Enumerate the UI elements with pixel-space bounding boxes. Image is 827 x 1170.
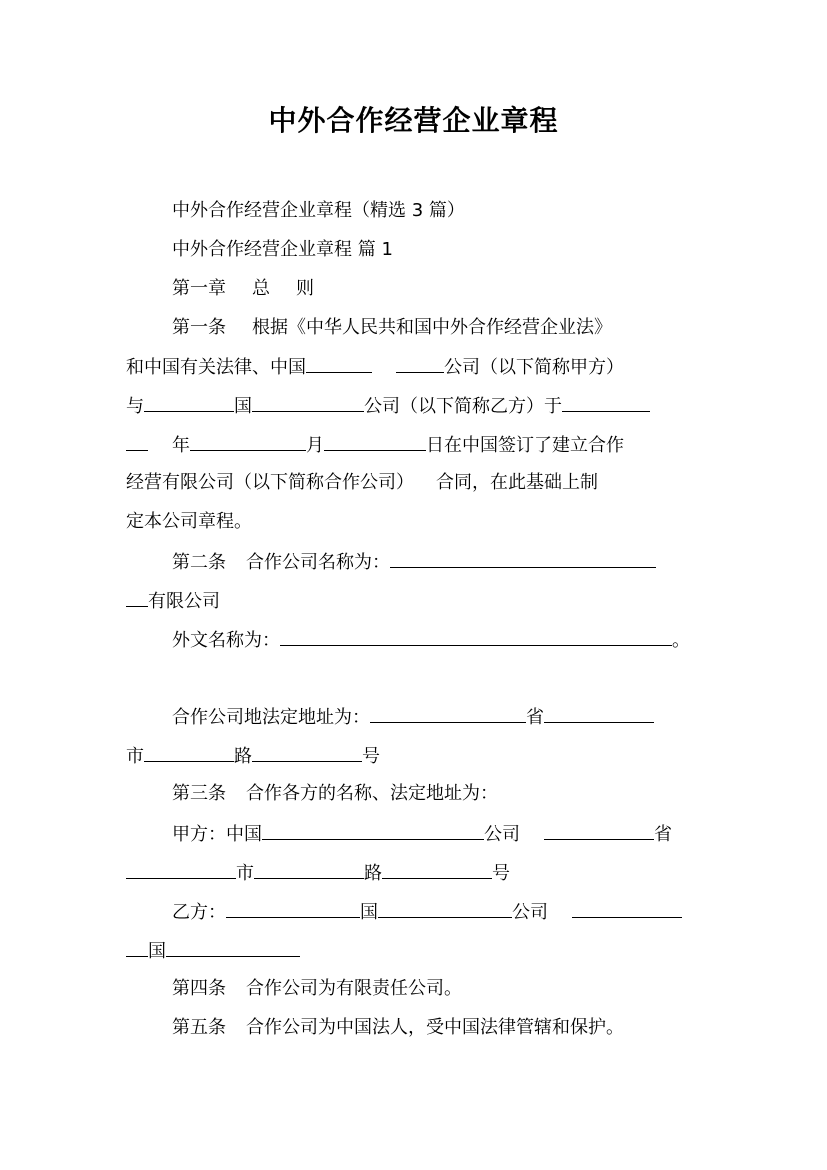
party-b-company: 公司 — [512, 902, 548, 923]
article-3-text: 合作各方的名称、法定地址为： — [246, 783, 498, 804]
article-1-line-3 — [126, 393, 827, 419]
address-line-2 — [126, 743, 827, 769]
party-a-road: 路 — [364, 863, 382, 884]
article-1-text: 根据《中华人民共和国中外合作经营企业法》 — [252, 317, 612, 338]
blank-field — [254, 860, 364, 879]
article-3-line — [172, 782, 827, 806]
blank-field — [126, 860, 236, 879]
blank-field — [226, 899, 360, 918]
article-1-label: 第一条 — [172, 317, 226, 338]
section-heading-text: 中外合作经营企业章程 篇 1 — [172, 239, 393, 260]
number-text: 号 — [362, 746, 380, 767]
article-1-text-2b: 公司（以下简称甲方） — [444, 357, 624, 378]
party-b-line-1 — [172, 899, 827, 925]
blank-field — [126, 432, 148, 451]
party-b-line-2 — [126, 938, 827, 964]
city-text: 市 — [126, 746, 144, 767]
blank-field — [252, 393, 364, 412]
article-1-text-6: 定本公司章程。 — [126, 511, 252, 532]
blank-field — [262, 821, 484, 840]
party-a-line-1 — [172, 821, 827, 847]
blank-field — [190, 432, 306, 451]
blank-field — [382, 860, 492, 879]
article-1-text-3c: 公司（以下简称乙方）于 — [364, 396, 562, 417]
blank-field — [324, 432, 426, 451]
article-5-label: 第五条 — [172, 1017, 226, 1038]
article-1-line-5 — [126, 471, 827, 495]
article-3-label: 第三条 — [172, 783, 226, 804]
blank-field — [306, 354, 372, 373]
article-1-line-6 — [126, 510, 827, 534]
article-4-label: 第四条 — [172, 978, 226, 999]
document-title: 中外合作经营企业章程 — [268, 104, 559, 137]
article-1-text-5a: 经营有限公司（以下简称合作公司） — [126, 472, 414, 493]
party-b-country: 国 — [360, 902, 378, 923]
party-a-line-2 — [126, 860, 827, 886]
foreign-name-label: 外文名称为： — [172, 630, 280, 651]
party-b-country-2: 国 — [148, 941, 166, 962]
article-1-line-2 — [126, 354, 827, 380]
blank-field — [370, 704, 526, 723]
subtitle-text: 中外合作经营企业章程（精选 3 篇） — [172, 200, 465, 221]
article-1-line-1 — [172, 316, 827, 340]
article-1-text-2a: 和中国有关法律、中国 — [126, 357, 306, 378]
article-1-text-3a: 与 — [126, 396, 144, 417]
chapter-title-char-2: 则 — [296, 278, 314, 299]
blank-field — [544, 704, 654, 723]
blank-field — [144, 393, 234, 412]
party-a-label: 甲方：中国 — [172, 824, 262, 845]
article-2-text: 合作公司名称为： — [246, 552, 390, 573]
blank-field — [562, 393, 650, 412]
blank-field — [166, 938, 300, 957]
chapter-title-char-1: 总 — [252, 278, 270, 299]
article-2-line-1 — [172, 549, 827, 575]
article-1-text-4b: 月 — [306, 435, 324, 456]
blank-field — [252, 743, 362, 762]
article-1-line-4 — [126, 432, 827, 458]
blank-field — [396, 354, 444, 373]
chapter-number: 第一章 — [172, 278, 226, 299]
blank-field — [378, 899, 512, 918]
article-1-text-4a: 年 — [172, 435, 190, 456]
party-a-city: 市 — [236, 863, 254, 884]
article-2-line-2 — [126, 588, 827, 614]
party-b-label: 乙方： — [172, 902, 226, 923]
blank-field — [390, 549, 656, 568]
subtitle-line — [172, 199, 827, 223]
chapter-heading-line — [172, 277, 827, 301]
blank-field — [126, 938, 148, 957]
article-2-text-2: 有限公司 — [148, 591, 220, 612]
road-text: 路 — [234, 746, 252, 767]
section-heading-line — [172, 238, 827, 262]
address-label: 合作公司地法定地址为： — [172, 707, 370, 728]
party-a-number: 号 — [492, 863, 510, 884]
article-1-text-3b: 国 — [234, 396, 252, 417]
article-1-text-4c: 日在中国签订了建立合作 — [426, 435, 624, 456]
article-5-text: 合作公司为中国法人，受中国法律管辖和保护。 — [246, 1017, 624, 1038]
article-4-line — [172, 977, 827, 1001]
article-4-text: 合作公司为有限责任公司。 — [246, 978, 462, 999]
foreign-name-end: 。 — [672, 630, 690, 651]
blank-field — [144, 743, 234, 762]
address-line-1 — [172, 704, 827, 730]
blank-field — [280, 627, 672, 646]
article-1-text-5b: 合同，在此基础上制 — [436, 472, 598, 493]
blank-field — [544, 821, 654, 840]
article-5-line — [172, 1016, 827, 1040]
party-a-province: 省 — [654, 824, 672, 845]
party-a-company: 公司 — [484, 824, 520, 845]
article-2-label: 第二条 — [172, 552, 226, 573]
foreign-name-line — [172, 627, 827, 653]
blank-field — [126, 588, 148, 607]
blank-field — [572, 899, 682, 918]
province-text: 省 — [526, 707, 544, 728]
